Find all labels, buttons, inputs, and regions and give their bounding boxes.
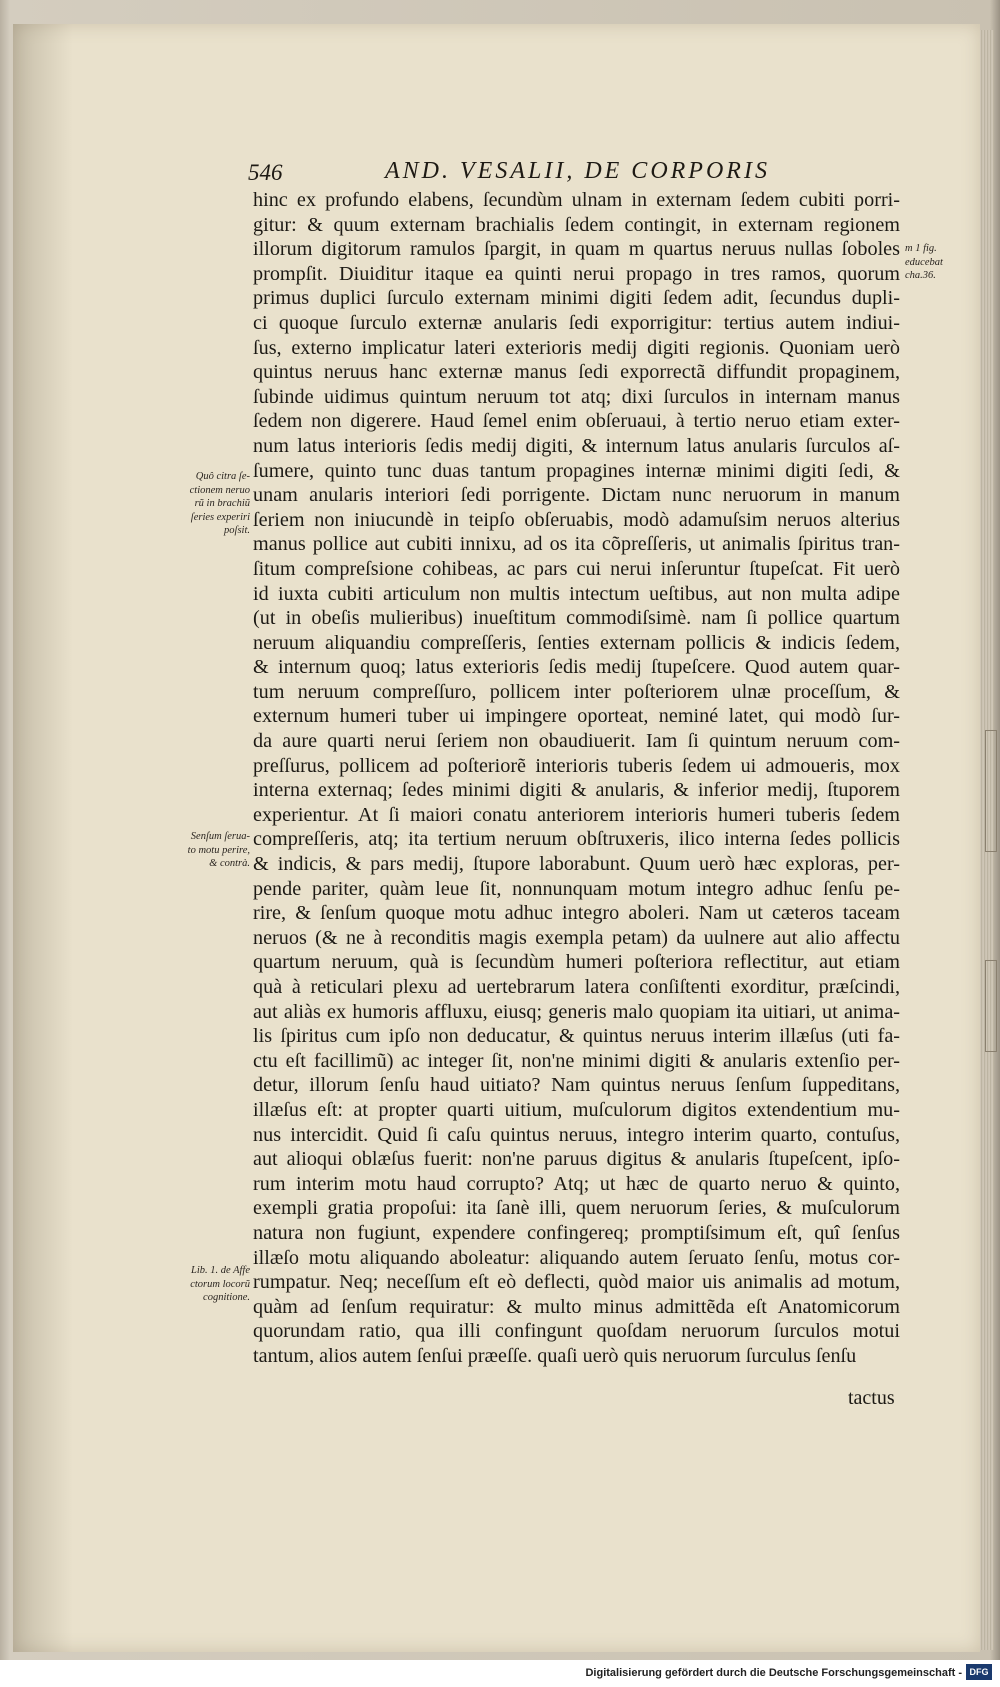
dfg-logo: DFG [966, 1664, 992, 1680]
margin-note-line: cha.36. [905, 270, 936, 281]
text-line: prompſit. Diuiditur itaque ea quinti nerui propago in tres ramos, quorum [253, 262, 900, 285]
text-line: externum humeri tuber ui impingere oporteat, nеminé latet, qui modò ſur- [253, 705, 900, 728]
text-line: illorum digitorum ramulos ſpargit, in quam m quartus neruus nullas ſoboles [253, 238, 900, 261]
text-line: pende pariter, quàm leue ſit, nonnunquam motum integro adhuc ſenſu pe- [253, 877, 900, 900]
text-line: gitur: & quum externam brachialis ſedem contingit, in externam regionem [253, 213, 900, 236]
margin-note-line: poſsit. [224, 525, 250, 536]
text-line: preſſurus, pollicem ad poſteriorẽ interioris tuberis ſedem ui admoueris, mox [253, 754, 900, 777]
text-line: ſumere, quinto tunc duas tantum propagines internæ minimi digiti ſedi, & [253, 459, 900, 482]
page-header [240, 158, 900, 192]
text-line: & indicis, & pars medij, ſtupore laborabunt. Quum uerò hæc exploras, per- [253, 853, 900, 876]
margin-note-line: Quô citra ſe- [195, 471, 250, 482]
margin-note-line: cognitione. [203, 1292, 250, 1303]
text-line: ſubinde uidimus quintum neruum tot atq; dixi ſurculos in internam manus [253, 385, 900, 408]
margin-note-left-3 [155, 1264, 250, 1305]
text-line: aut aliàs ex humoris affluxu, eiusq; generis malo quopiam ita uitiari, ut anima- [253, 1000, 900, 1023]
margin-note-line: educebat [905, 256, 943, 268]
text-line: ctu eſt facillimũ) ac integer ſit, non'ne minimi digiti & anularis extenſio per- [253, 1049, 900, 1072]
text-line: ſitum compreſsione cohibeas, ac pars cui nerui inſeruntur ſtupeſcat. Fit uerò [253, 557, 900, 580]
text-line: neruos (& ne à reconditis magis exempla petam) da uulnere aut alio affectu [253, 926, 900, 949]
margin-note-line: m 1 fig. [905, 243, 937, 254]
text-line: rumpatur. Neq; neceſſum eſt eò deflecti, quòd maior uis animalis ad motum, [253, 1271, 900, 1294]
text-line: ci quoque ſurculo externæ anularis ſedi exporrigitur: tertius autem indiui- [253, 311, 900, 334]
text-line: manus pollice aut cubiti innixu, ad os ita cõpreſſeris, ut animalis ſpiritus tran- [253, 533, 900, 556]
text-line: exempli gratia propoſui: ita ſanè illi, quem neruorum ſeries, & muſculorum [253, 1197, 900, 1220]
margin-note-line: ſeries experiri [190, 511, 250, 523]
margin-note-line: & contrà. [209, 858, 250, 869]
margin-note-left-2 [155, 830, 250, 871]
body-text [253, 188, 900, 1369]
margin-note-line: ctionem neruo [189, 484, 250, 496]
margin-note-right [905, 242, 943, 283]
margin-note-line: to motu perire, [187, 844, 250, 856]
text-line: quorundam ratio, qua illi confingunt quoſdam neruorum ſurculos motui [253, 1320, 900, 1343]
text-line: tantum, alios autem ſenſui præeſſe. quaſi uerò quis neruorum ſurculus ſenſu [253, 1344, 857, 1367]
text-line: compreſſeris, atq; ita tertium neruum obſtruxeris, ilico interna ſedes pollicis [253, 828, 900, 851]
margin-note-left-1 [155, 470, 250, 538]
text-line: experientur. At ſi maiori conatu anteriorem interioris humeri tuberis ſedem [253, 803, 900, 826]
text-line: ſeriem non iniucundè in teipſo obſeruabis, modò adamuſsim neruos alterius [253, 508, 900, 531]
text-line: natura non fugiunt, expendere confingereq; promptiſsimum eſt, quî ſenſus [253, 1221, 900, 1244]
text-line: unam anularis interiori ſedi porrigente. Dictam nunc neruorum in manum [253, 484, 900, 507]
text-line: quàm ad ſenſum requiratur: & multo minus admittẽda eſt Anatomicorum [253, 1295, 900, 1318]
text-line: num latus interioris ſedis medij digiti, & internum latus anularis ſurculos aſ- [253, 434, 900, 457]
margin-note-line: Senſum ſerua- [190, 831, 250, 842]
margin-note-line: rũ in brachiũ [194, 498, 250, 509]
text-line: interna externaq; ſedes minimi digiti & anularis, & inferior medij, ſtuporem [253, 779, 900, 802]
text-line: da aure quarti nerui ſeriem non obaudiuerit. Iam ſi quintum neruum com- [253, 730, 900, 753]
text-line: illæſus eſt: at propter quarti uitium, muſculorum digitos extendentium mu- [253, 1098, 900, 1121]
text-line: & internum quoq; latus exterioris ſedis medij ſtupeſcere. Quod autem quar- [253, 656, 900, 679]
page-number: 546 [248, 160, 283, 185]
text-line: rum interim motu haud corrupto? Atq; ut hæc de quarto neruo & quinto, [253, 1172, 900, 1195]
text-line: lis ſpiritus cum ipſo non deducatur, & quintus neruus interim illæſus (uti fa- [253, 1025, 900, 1048]
text-line: tum neruum compreſſuro, pollicem inter poſteriorem ulnæ proceſſum, & [253, 680, 900, 703]
text-line: ſedem non digerere. Haud ſemel enim obſeruaui, à tertio neruo etiam exter- [253, 410, 900, 433]
text-line: rire, & ſenſum quoque motu adhuc integro aboleri. Nam ut cæteros taceam [253, 902, 900, 925]
margin-note-line: ctorum locorũ [190, 1278, 250, 1290]
text-line: aut alioqui oblæſus fuerit: non'ne paruus digitus & anularis ſtupeſcent, ipſo- [253, 1148, 900, 1171]
adjacent-page-ornament [985, 960, 997, 1052]
text-line: primus duplici ſurculo externam minimi digiti ſedem adit, ſecundus dupli- [253, 287, 900, 310]
text-line: hinc ex profundo elabens, ſecundùm ulnam in externam ſedem cubiti porri- [253, 189, 900, 211]
text-line: neruum aliquandiu compreſſeris, ſenties externam pollicis & indicis ſedem, [253, 631, 900, 654]
digitization-credit: Digitalisierung gefördert durch die Deutsche Forschungsgemeinschaft - [585, 1667, 962, 1679]
text-line: quà à reticulari plexu ad uertebrarum latera conſiſtenti exorditur, præſcindi, [253, 976, 900, 998]
text-line: (ut in obeſis mulieribus) inueſtitum commodiſsimè. nam ſi pollice quartum [253, 607, 900, 630]
text-line: quartum neruum, quà is ſecundùm humeri poſteriora reflectitur, aut etiam [253, 951, 900, 974]
text-line: quintus neruus hanc externæ manus ſedi exporrectã diffundit propaginem, [253, 361, 900, 384]
text-line: illæſo motu aliquando aboleatur: aliquando autem ſeruato ſenſu, motus cor- [253, 1246, 900, 1269]
running-title: AND. VESALII, DE CORPORIS [385, 158, 770, 184]
text-line: id iuxta cubiti articulum non multis intectum ueſtibus, aut non multa adipe [253, 582, 900, 605]
margin-note-line: Lib. 1. de Affe [190, 1265, 250, 1276]
text-line: detur, illorum ſenſu haud uitiato? Nam quintus neruus ſenſum ſuppeditans, [253, 1074, 900, 1097]
catchword: tactus [848, 1387, 895, 1409]
text-line: ſus, externo implicatur lateri exterioris medij digiti regionis. Quoniam uerò [253, 336, 900, 359]
text-line: nus intercidit. Quid ſi caſu quintus neruus, integro interim quarto, contuſus, [253, 1123, 900, 1146]
adjacent-page-ornament [985, 730, 997, 852]
spine-shadow [13, 24, 73, 1652]
